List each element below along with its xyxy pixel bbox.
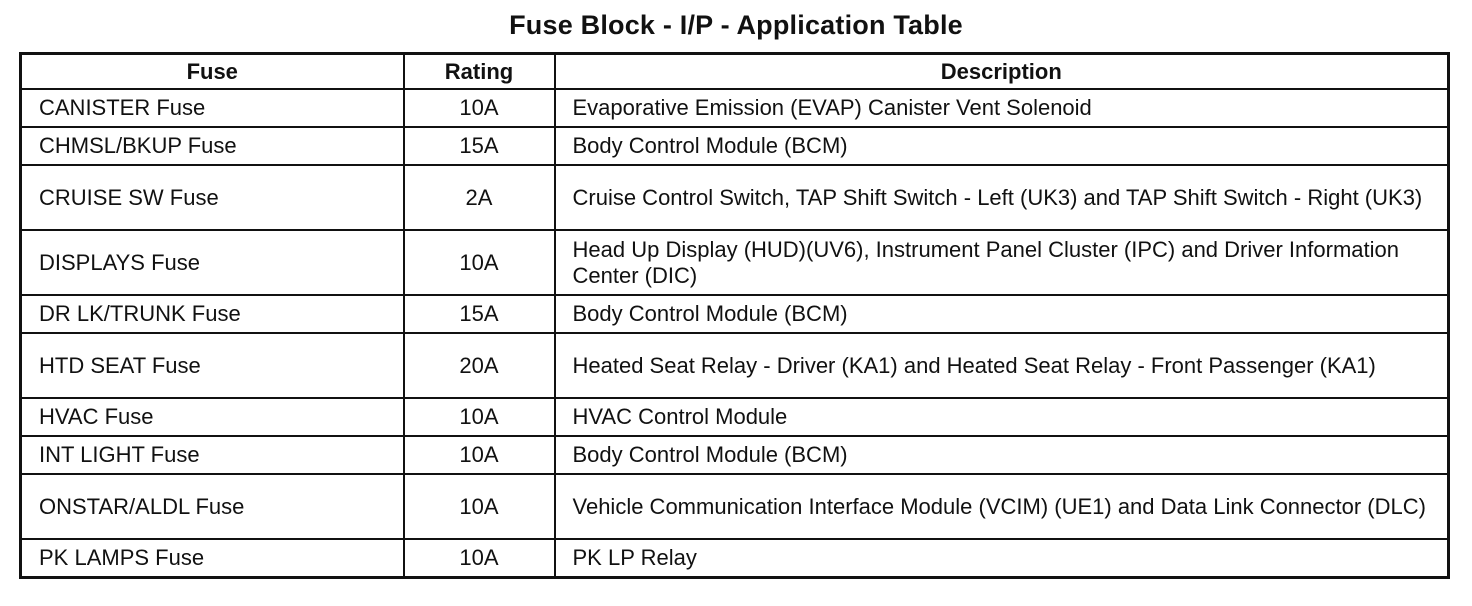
fuse-name-cell: ONSTAR/ALDL Fuse (21, 474, 404, 539)
rating-cell: 10A (404, 89, 555, 127)
table-row (21, 165, 1449, 230)
table-row (21, 127, 1449, 165)
fuse-name-cell: DR LK/TRUNK Fuse (21, 295, 404, 333)
fuse-name-cell: INT LIGHT Fuse (21, 436, 404, 474)
table-header-row (21, 54, 1449, 90)
description-cell: Head Up Display (HUD)(UV6), Instrument Panel Cluster (IPC) and Driver Information Center (DIC) (555, 230, 1449, 295)
description-cell: Vehicle Communication Interface Module (VCIM) (UE1) and Data Link Connector (DLC) (555, 474, 1449, 539)
rating-cell: 20A (404, 333, 555, 398)
table-row (21, 89, 1449, 127)
rating-cell: 10A (404, 474, 555, 539)
rating-cell: 10A (404, 539, 555, 578)
fuse-name-cell: PK LAMPS Fuse (21, 539, 404, 578)
fuse-name-cell: CRUISE SW Fuse (21, 165, 404, 230)
description-cell: Evaporative Emission (EVAP) Canister Vent Solenoid (555, 89, 1449, 127)
description-cell: Body Control Module (BCM) (555, 295, 1449, 333)
description-cell: Heated Seat Relay - Driver (KA1) and Heated Seat Relay - Front Passenger (KA1) (555, 333, 1449, 398)
table-row (21, 474, 1449, 539)
column-header-fuse: Fuse (21, 54, 404, 90)
column-header-description: Description (555, 54, 1449, 90)
table-row (21, 539, 1449, 578)
table-row (21, 398, 1449, 436)
description-cell: HVAC Control Module (555, 398, 1449, 436)
rating-cell: 2A (404, 165, 555, 230)
fuse-name-cell: DISPLAYS Fuse (21, 230, 404, 295)
table-body (21, 89, 1449, 578)
column-header-rating: Rating (404, 54, 555, 90)
fuse-name-cell: CANISTER Fuse (21, 89, 404, 127)
table-row (21, 333, 1449, 398)
fuse-name-cell: HVAC Fuse (21, 398, 404, 436)
rating-cell: 10A (404, 436, 555, 474)
page-title: Fuse Block - I/P - Application Table (509, 10, 963, 40)
rating-cell: 15A (404, 295, 555, 333)
table-header (21, 54, 1449, 90)
description-cell: Body Control Module (BCM) (555, 127, 1449, 165)
description-cell: PK LP Relay (555, 539, 1449, 578)
table-row (21, 436, 1449, 474)
description-cell: Cruise Control Switch, TAP Shift Switch - Left (UK3) and TAP Shift Switch - Right (UK3) (555, 165, 1449, 230)
description-cell: Body Control Module (BCM) (555, 436, 1449, 474)
rating-cell: 10A (404, 398, 555, 436)
rating-cell: 15A (404, 127, 555, 165)
table-row (21, 295, 1449, 333)
fuse-name-cell: HTD SEAT Fuse (21, 333, 404, 398)
table-row (21, 230, 1449, 295)
rating-cell: 10A (404, 230, 555, 295)
fuse-name-cell: CHMSL/BKUP Fuse (21, 127, 404, 165)
fuse-application-table (19, 52, 1450, 579)
